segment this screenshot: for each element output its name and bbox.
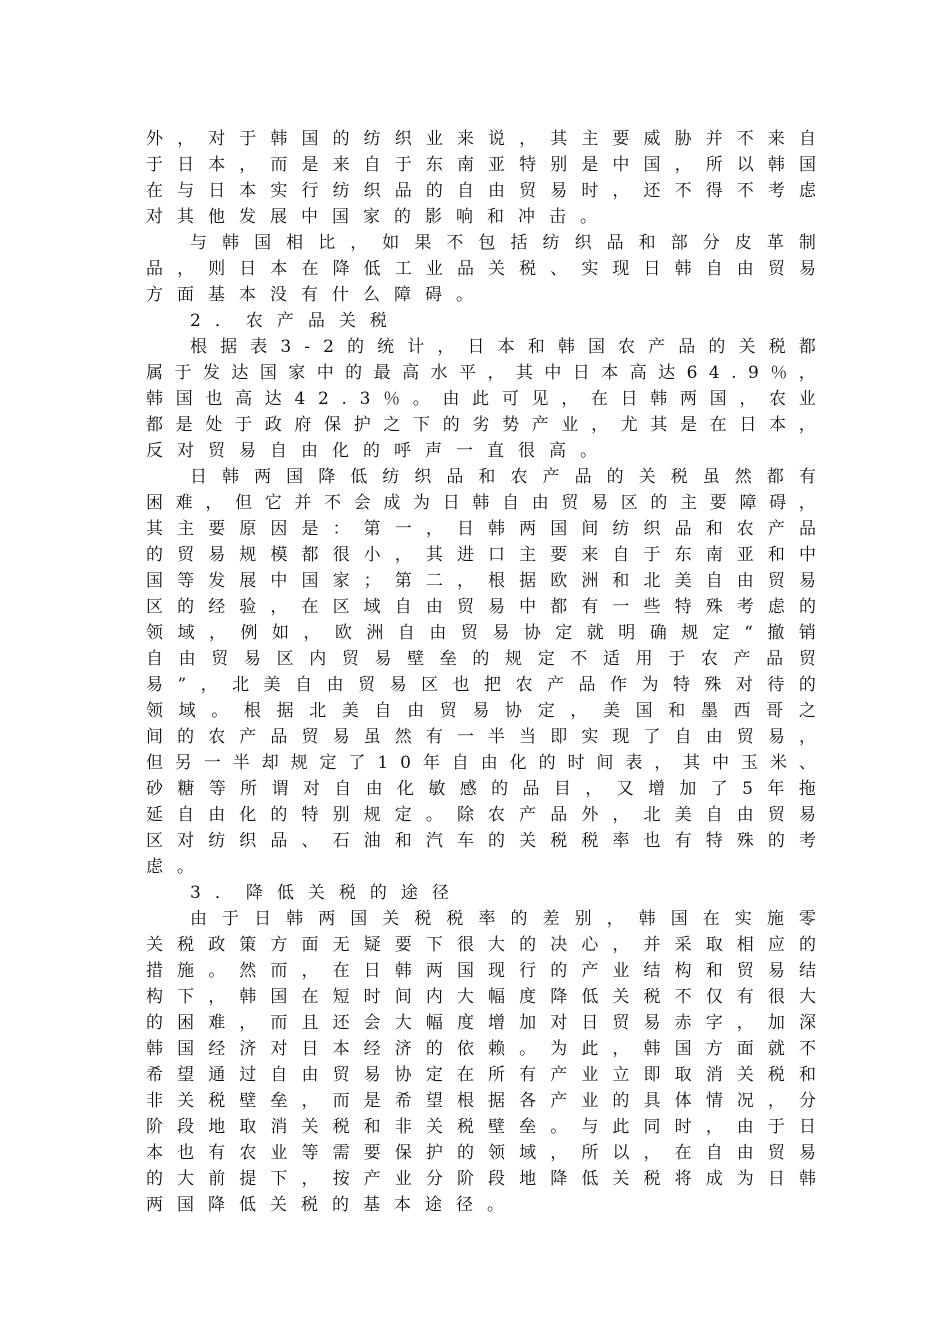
text-line: 非 关 税 壁 垒 ， 而 是 希 望 根 据 各 产 业 的 具 体 情 况 ， 分	[146, 1091, 816, 1111]
text-line: 根 据 表 3 - 2 的 统 计 ， 日 本 和 韩 国 农 产 品 的 关 税 都	[190, 337, 816, 357]
text-line: 品 ， 则 日 本 在 降 低 工 业 品 关 税 、 实 现 日 韩 自 由 贸 易	[146, 259, 816, 279]
text-line: 区 对 纺 织 品 、 石 油 和 汽 车 的 关 税 税 率 也 有 特 殊 的 考	[146, 831, 816, 851]
text-line: 本 也 有 农 业 等 需 要 保 护 的 领 域 ， 所 以 ， 在 自 由 贸 易	[146, 1143, 816, 1163]
section-heading	[146, 880, 816, 906]
text-line: 其 主 要 原 因 是 ： 第 一 ， 日 韩 两 国 间 纺 织 品 和 农 产 品	[146, 519, 816, 539]
paragraph	[146, 906, 816, 1218]
text-line: 3．降低关税的途径	[190, 883, 463, 903]
text-line: 对其他发展中国家的影响和冲击。	[146, 207, 611, 227]
text-line: 由 于 日 韩 两 国 关 税 税 率 的 差 别 ， 韩 国 在 实 施 零	[190, 909, 816, 929]
text-line: 但 另 一 半 却 规 定 了 1 0 年 自 由 化 的 时 间 表 ， 其 中 玉 米 、	[146, 753, 816, 773]
text-line: 的 困 难 ， 而 且 还 会 大 幅 度 增 加 对 日 贸 易 赤 字 ， 加 深	[146, 1013, 816, 1033]
text-line: 关 税 政 策 方 面 无 疑 要 下 很 大 的 决 心 ， 并 采 取 相 应 的	[146, 935, 816, 955]
text-line: 领 域 。 根 据 北 美 自 由 贸 易 协 定 ， 美 国 和 墨 西 哥 之	[146, 701, 816, 721]
text-line: 易 ” ， 北 美 自 由 贸 易 区 也 把 农 产 品 作 为 特 殊 对 待 的	[146, 675, 816, 695]
text-line: 2．农产品关税	[190, 311, 401, 331]
text-line: 于 日 本 ， 而 是 来 自 于 东 南 亚 特 别 是 中 国 ， 所 以 韩 国	[146, 155, 816, 175]
text-line: 自 由 贸 易 区 内 贸 易 壁 垒 的 规 定 不 适 用 于 农 产 品 贸	[146, 649, 816, 669]
text-line: 日 韩 两 国 降 低 纺 织 品 和 农 产 品 的 关 税 虽 然 都 有	[190, 467, 816, 487]
text-line: 延 自 由 化 的 特 别 规 定 。 除 农 产 品 外 ， 北 美 自 由 贸 易	[146, 805, 816, 825]
text-line: 外 ， 对 于 韩 国 的 纺 织 业 来 说 ， 其 主 要 威 胁 并 不 来 自	[146, 129, 816, 149]
text-line: 反对贸易自由化的呼声一直很高。	[146, 441, 611, 461]
text-line: 构 下 ， 韩 国 在 短 时 间 内 大 幅 度 降 低 关 税 不 仅 有 很 大	[146, 987, 816, 1007]
paragraph	[146, 334, 816, 464]
text-line: 困 难 ， 但 它 并 不 会 成 为 日 韩 自 由 贸 易 区 的 主 要 障 碍 ，	[146, 493, 816, 513]
paragraph	[146, 230, 816, 308]
text-line: 措 施 。 然 而 ， 在 日 韩 两 国 现 行 的 产 业 结 构 和 贸 易 结	[146, 961, 816, 981]
text-line: 国 等 发 展 中 国 家 ； 第 二 ， 根 据 欧 洲 和 北 美 自 由 贸 易	[146, 571, 816, 591]
text-line: 在 与 日 本 实 行 纺 织 品 的 自 由 贸 易 时 ， 还 不 得 不 考 虑	[146, 181, 816, 201]
text-line: 的 贸 易 规 模 都 很 小 ， 其 进 口 主 要 来 自 于 东 南 亚 和 中	[146, 545, 816, 565]
text-line: 都 是 处 于 政 府 保 护 之 下 的 劣 势 产 业 ， 尤 其 是 在 日 本 ，	[146, 415, 816, 435]
text-line: 希 望 通 过 自 由 贸 易 协 定 在 所 有 产 业 立 即 取 消 关 税 和	[146, 1065, 816, 1085]
text-line: 区 的 经 验 ， 在 区 域 自 由 贸 易 中 都 有 一 些 特 殊 考 虑 的	[146, 597, 816, 617]
text-line: 阶 段 地 取 消 关 税 和 非 关 税 壁 垒 。 与 此 同 时 ， 由 于 日	[146, 1117, 816, 1137]
text-line: 间 的 农 产 品 贸 易 虽 然 有 一 半 当 即 实 现 了 自 由 贸 易 ，	[146, 727, 816, 747]
text-line: 的 大 前 提 下 ， 按 产 业 分 阶 段 地 降 低 关 税 将 成 为 日 韩	[146, 1169, 816, 1189]
text-line: 领 域 ， 例 如 ， 欧 洲 自 由 贸 易 协 定 就 明 确 规 定 “ 撤 销	[146, 623, 816, 643]
text-line: 韩 国 也 高 达 4 2 . 3 ％ 。 由 此 可 见 ， 在 日 韩 两 国 ， 农 业	[146, 389, 816, 409]
document-page	[146, 126, 816, 1218]
text-line: 方面基本没有什么障碍。	[146, 285, 487, 305]
text-line: 两国降低关税的基本途径。	[146, 1195, 518, 1215]
paragraph	[146, 464, 816, 880]
text-line: 与 韩 国 相 比 ， 如 果 不 包 括 纺 织 品 和 部 分 皮 革 制	[190, 233, 816, 253]
paragraph	[146, 126, 816, 230]
section-heading	[146, 308, 816, 334]
text-line: 虑。	[146, 857, 208, 877]
text-line: 韩 国 经 济 对 日 本 经 济 的 依 赖 。 为 此 ， 韩 国 方 面 就 不	[146, 1039, 816, 1059]
text-line: 砂 糖 等 所 谓 对 自 由 化 敏 感 的 品 目 ， 又 增 加 了 5 年 拖	[146, 779, 816, 799]
text-line: 属 于 发 达 国 家 中 的 最 高 水 平 ， 其 中 日 本 高 达 6 4 . 9 ％ ，	[146, 363, 816, 383]
